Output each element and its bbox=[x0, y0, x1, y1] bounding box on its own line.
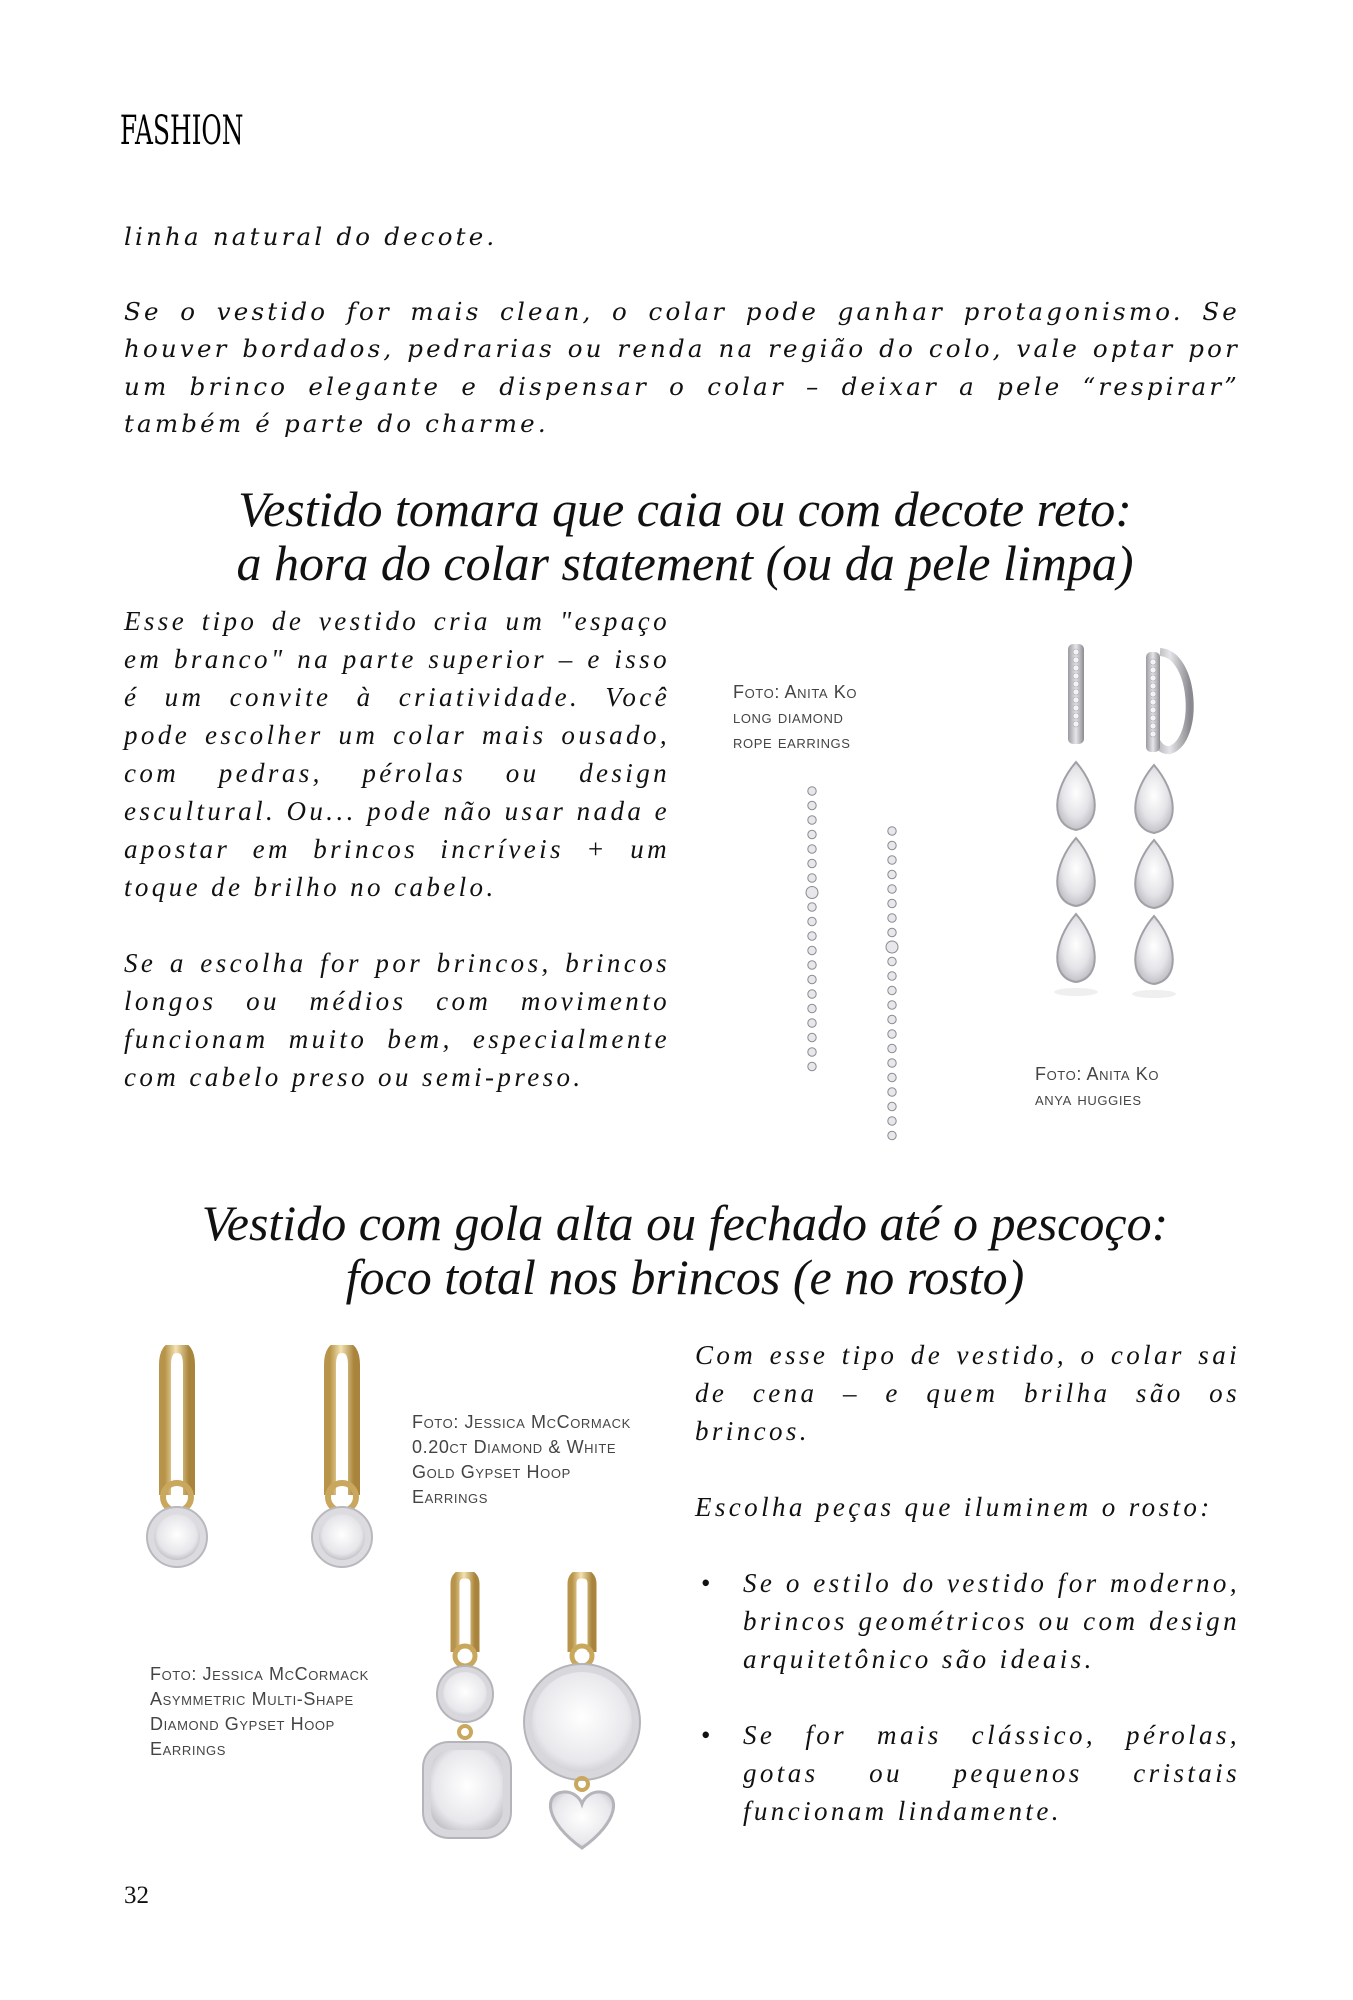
rope-stone bbox=[888, 841, 896, 849]
gold-hoop bbox=[330, 1347, 354, 1495]
rope-stone bbox=[808, 961, 816, 969]
rope-stone bbox=[808, 917, 816, 925]
rope-stone bbox=[888, 1044, 896, 1052]
rope-earrings-image bbox=[800, 785, 910, 1145]
rope-stone bbox=[888, 1117, 896, 1125]
section2-paragraph2: Escolha peças que iluminem o rosto: bbox=[695, 1492, 1213, 1522]
caption-line: Earrings bbox=[412, 1487, 489, 1507]
caption-line: Diamond Gypset Hoop bbox=[150, 1714, 335, 1734]
rope-stone bbox=[808, 990, 816, 998]
rope-stone bbox=[808, 845, 816, 853]
tips-list bbox=[695, 1564, 1240, 1830]
intro-continuation: linha natural do decote. bbox=[124, 222, 498, 251]
rope-stone bbox=[888, 1088, 896, 1096]
huggies-earrings-drawing bbox=[1020, 640, 1210, 1000]
section1-paragraph2: Se a escolha for por brincos, brincos longos ou médios com movimento funcionam muito bem, especialmente com cabelo preso ou semi-preso. bbox=[124, 948, 670, 1092]
section2-heading-line1: Vestido com gola alta ou fechado até o pescoço: bbox=[201, 1195, 1169, 1251]
rope-stone bbox=[888, 870, 896, 878]
rope-stone bbox=[888, 1102, 896, 1110]
rope-stone bbox=[808, 1062, 816, 1070]
caption-rope-earrings bbox=[733, 680, 933, 755]
caption-gypset-hoop bbox=[412, 1410, 672, 1510]
caption-line: Foto: Jessica McCormack bbox=[150, 1664, 369, 1684]
rope-stone bbox=[886, 941, 898, 953]
rope-stone bbox=[888, 1059, 896, 1067]
section2-heading bbox=[150, 1196, 1220, 1304]
pear-diamond bbox=[1057, 762, 1095, 830]
intro-paragraph: Se o vestido for mais clean, o colar pode ganhar protagonismo. Se houver bordados, pedrarias ou renda na região do colo, vale optar por um brinco elegante e dispensar o colar – deixar a pele “respirar” também é parte do charme. bbox=[124, 296, 1240, 438]
rope-stone bbox=[888, 885, 896, 893]
caption-line: Asymmetric Multi-Shape bbox=[150, 1689, 354, 1709]
rope-stone bbox=[888, 1073, 896, 1081]
heart-diamond bbox=[550, 1792, 613, 1848]
rope-stone bbox=[808, 816, 816, 824]
section1-text bbox=[124, 602, 670, 1096]
section1-heading-line2: a hora do colar statement (ou da pele limpa) bbox=[236, 535, 1134, 591]
pear-diamond bbox=[1135, 840, 1173, 908]
rope-stone bbox=[888, 1001, 896, 1009]
pear-diamond bbox=[1057, 914, 1095, 982]
rope-stone bbox=[808, 946, 816, 954]
section2-text bbox=[695, 1336, 1240, 1830]
rope-stone bbox=[888, 856, 896, 864]
caption-line: Gold Gypset Hoop bbox=[412, 1462, 571, 1482]
caption-line: anya huggies bbox=[1035, 1089, 1142, 1109]
rope-stone bbox=[888, 1015, 896, 1023]
rope-stone bbox=[888, 827, 896, 835]
caption-line: Foto: Jessica McCormack bbox=[412, 1412, 631, 1432]
caption-line: Foto: Anita Ko bbox=[1035, 1064, 1160, 1084]
rope-stone bbox=[888, 914, 896, 922]
rope-stone bbox=[806, 887, 818, 899]
gold-hoop bbox=[165, 1347, 189, 1495]
gold-hoop bbox=[572, 1574, 592, 1652]
rope-stone bbox=[808, 874, 816, 882]
page-number: 32 bbox=[124, 1882, 149, 1909]
caption-line: long diamond bbox=[733, 707, 844, 727]
caption-line: Foto: Anita Ko bbox=[733, 682, 858, 702]
intro-text bbox=[124, 218, 1240, 443]
gold-hoop bbox=[455, 1574, 475, 1652]
list-item: • Se for mais clássico, pérolas, gotas ou pequenos cristais funcionam lindamente. bbox=[695, 1716, 1240, 1830]
rope-stone bbox=[888, 957, 896, 965]
rope-stone bbox=[808, 859, 816, 867]
rope-stone bbox=[808, 787, 816, 795]
section1-heading bbox=[150, 482, 1220, 590]
gypset-hoop-drawing bbox=[135, 1345, 395, 1585]
rope-stone bbox=[888, 899, 896, 907]
caption-asymmetric bbox=[150, 1662, 420, 1762]
huggies-earrings-image bbox=[1020, 640, 1210, 1000]
caption-line: Earrings bbox=[150, 1739, 227, 1759]
section1-paragraph1: Esse tipo de vestido cria um "espaço em branco" na parte superior – e isso é um convite à criatividade. Você pode escolher um colar mais ousado, com pedras, pérolas ou design escultural. Ou... pode não usar nada e apostar em brincos incríveis + um toque de brilho no cabelo. bbox=[124, 606, 670, 902]
caption-line: rope earrings bbox=[733, 732, 851, 752]
section1-heading-line1: Vestido tomara que caia ou com decote reto: bbox=[238, 481, 1132, 537]
rope-stone bbox=[808, 1004, 816, 1012]
rope-stone bbox=[808, 932, 816, 940]
gypset-hoop-earrings-image bbox=[135, 1345, 395, 1585]
pear-diamond bbox=[1135, 765, 1173, 833]
rope-stone bbox=[808, 801, 816, 809]
rope-stone bbox=[808, 1048, 816, 1056]
rope-earrings-drawing bbox=[800, 785, 910, 1145]
section-masthead: FASHION bbox=[120, 108, 244, 154]
caption-anya-huggies bbox=[1035, 1062, 1225, 1112]
asymmetric-earrings-image bbox=[415, 1572, 665, 1872]
list-item: • Se o estilo do vestido for moderno, brincos geométricos ou com design arquitetônico são ideais. bbox=[695, 1564, 1240, 1678]
pear-diamond bbox=[1135, 916, 1173, 984]
rope-stone bbox=[808, 903, 816, 911]
rope-stone bbox=[888, 1030, 896, 1038]
rope-stone bbox=[888, 972, 896, 980]
section2-heading-line2: foco total nos brincos (e no rosto) bbox=[345, 1249, 1025, 1305]
pear-diamond bbox=[1057, 838, 1095, 906]
rope-stone bbox=[808, 1019, 816, 1027]
caption-line: 0.20ct Diamond & White bbox=[412, 1437, 617, 1457]
asymmetric-earrings-drawing bbox=[415, 1572, 665, 1872]
rope-stone bbox=[888, 928, 896, 936]
rope-stone bbox=[808, 1033, 816, 1041]
rope-stone bbox=[808, 830, 816, 838]
rope-stone bbox=[888, 1131, 896, 1139]
rope-stone bbox=[888, 986, 896, 994]
section2-paragraph1: Com esse tipo de vestido, o colar sai de cena – e quem brilha são os brincos. bbox=[695, 1340, 1240, 1446]
rope-stone bbox=[808, 975, 816, 983]
